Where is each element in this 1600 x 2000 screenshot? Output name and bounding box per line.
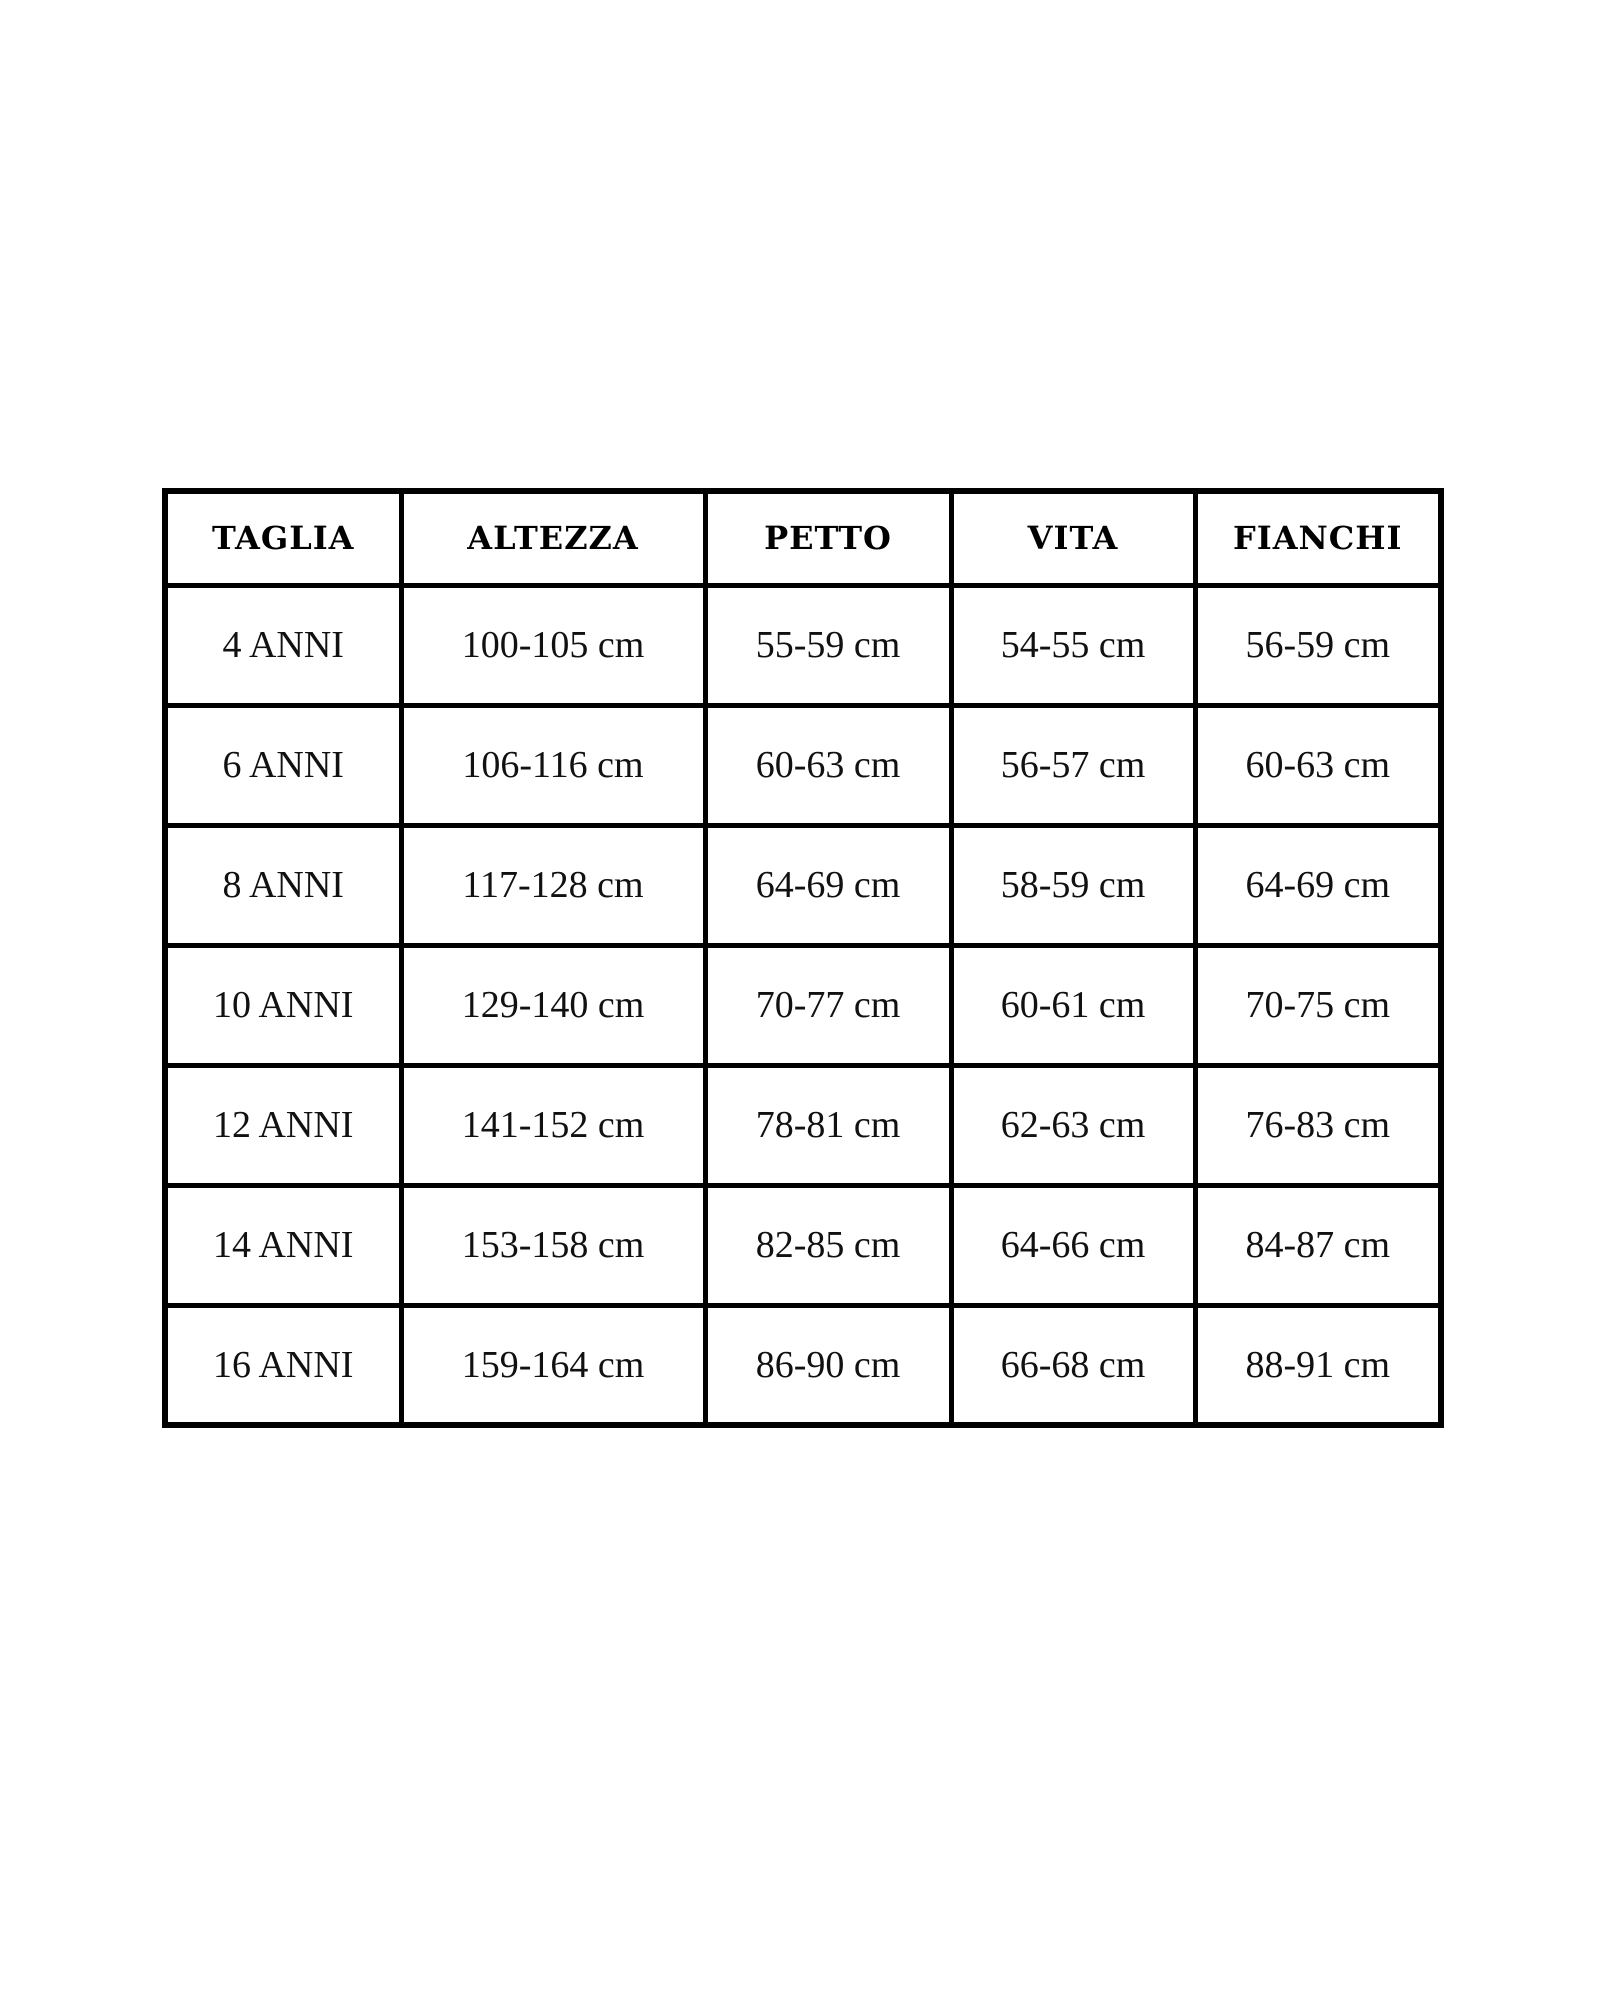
cell-petto: 70-77 cm [705,945,951,1065]
cell-altezza: 117-128 cm [401,825,705,945]
table-row [165,825,1441,945]
header-cell-petto: PETTO [705,491,951,585]
cell-taglia: 4 ANNI [165,585,401,705]
cell-taglia: 12 ANNI [165,1065,401,1185]
cell-fianchi: 56-59 cm [1195,585,1441,705]
table-row [165,945,1441,1065]
cell-vita: 60-61 cm [951,945,1195,1065]
header-cell-fianchi: FIANCHI [1195,491,1441,585]
cell-fianchi: 76-83 cm [1195,1065,1441,1185]
table-row [165,1185,1441,1305]
cell-vita: 56-57 cm [951,705,1195,825]
cell-vita: 58-59 cm [951,825,1195,945]
cell-vita: 62-63 cm [951,1065,1195,1185]
size-chart-table [162,488,1444,1428]
header-cell-taglia: TAGLIA [165,491,401,585]
table-row [165,1065,1441,1185]
cell-altezza: 100-105 cm [401,585,705,705]
table-row [165,705,1441,825]
cell-taglia: 6 ANNI [165,705,401,825]
cell-petto: 64-69 cm [705,825,951,945]
cell-vita: 66-68 cm [951,1305,1195,1425]
cell-fianchi: 84-87 cm [1195,1185,1441,1305]
cell-petto: 78-81 cm [705,1065,951,1185]
cell-petto: 86-90 cm [705,1305,951,1425]
header-row [165,491,1441,585]
cell-altezza: 153-158 cm [401,1185,705,1305]
cell-altezza: 129-140 cm [401,945,705,1065]
table-row [165,1305,1441,1425]
cell-altezza: 159-164 cm [401,1305,705,1425]
cell-petto: 60-63 cm [705,705,951,825]
header-cell-vita: VITA [951,491,1195,585]
cell-petto: 55-59 cm [705,585,951,705]
cell-fianchi: 64-69 cm [1195,825,1441,945]
cell-fianchi: 88-91 cm [1195,1305,1441,1425]
cell-fianchi: 70-75 cm [1195,945,1441,1065]
table-row [165,585,1441,705]
cell-vita: 54-55 cm [951,585,1195,705]
header-cell-altezza: ALTEZZA [401,491,705,585]
cell-petto: 82-85 cm [705,1185,951,1305]
cell-altezza: 106-116 cm [401,705,705,825]
cell-altezza: 141-152 cm [401,1065,705,1185]
cell-taglia: 10 ANNI [165,945,401,1065]
cell-fianchi: 60-63 cm [1195,705,1441,825]
cell-taglia: 14 ANNI [165,1185,401,1305]
cell-vita: 64-66 cm [951,1185,1195,1305]
cell-taglia: 16 ANNI [165,1305,401,1425]
cell-taglia: 8 ANNI [165,825,401,945]
